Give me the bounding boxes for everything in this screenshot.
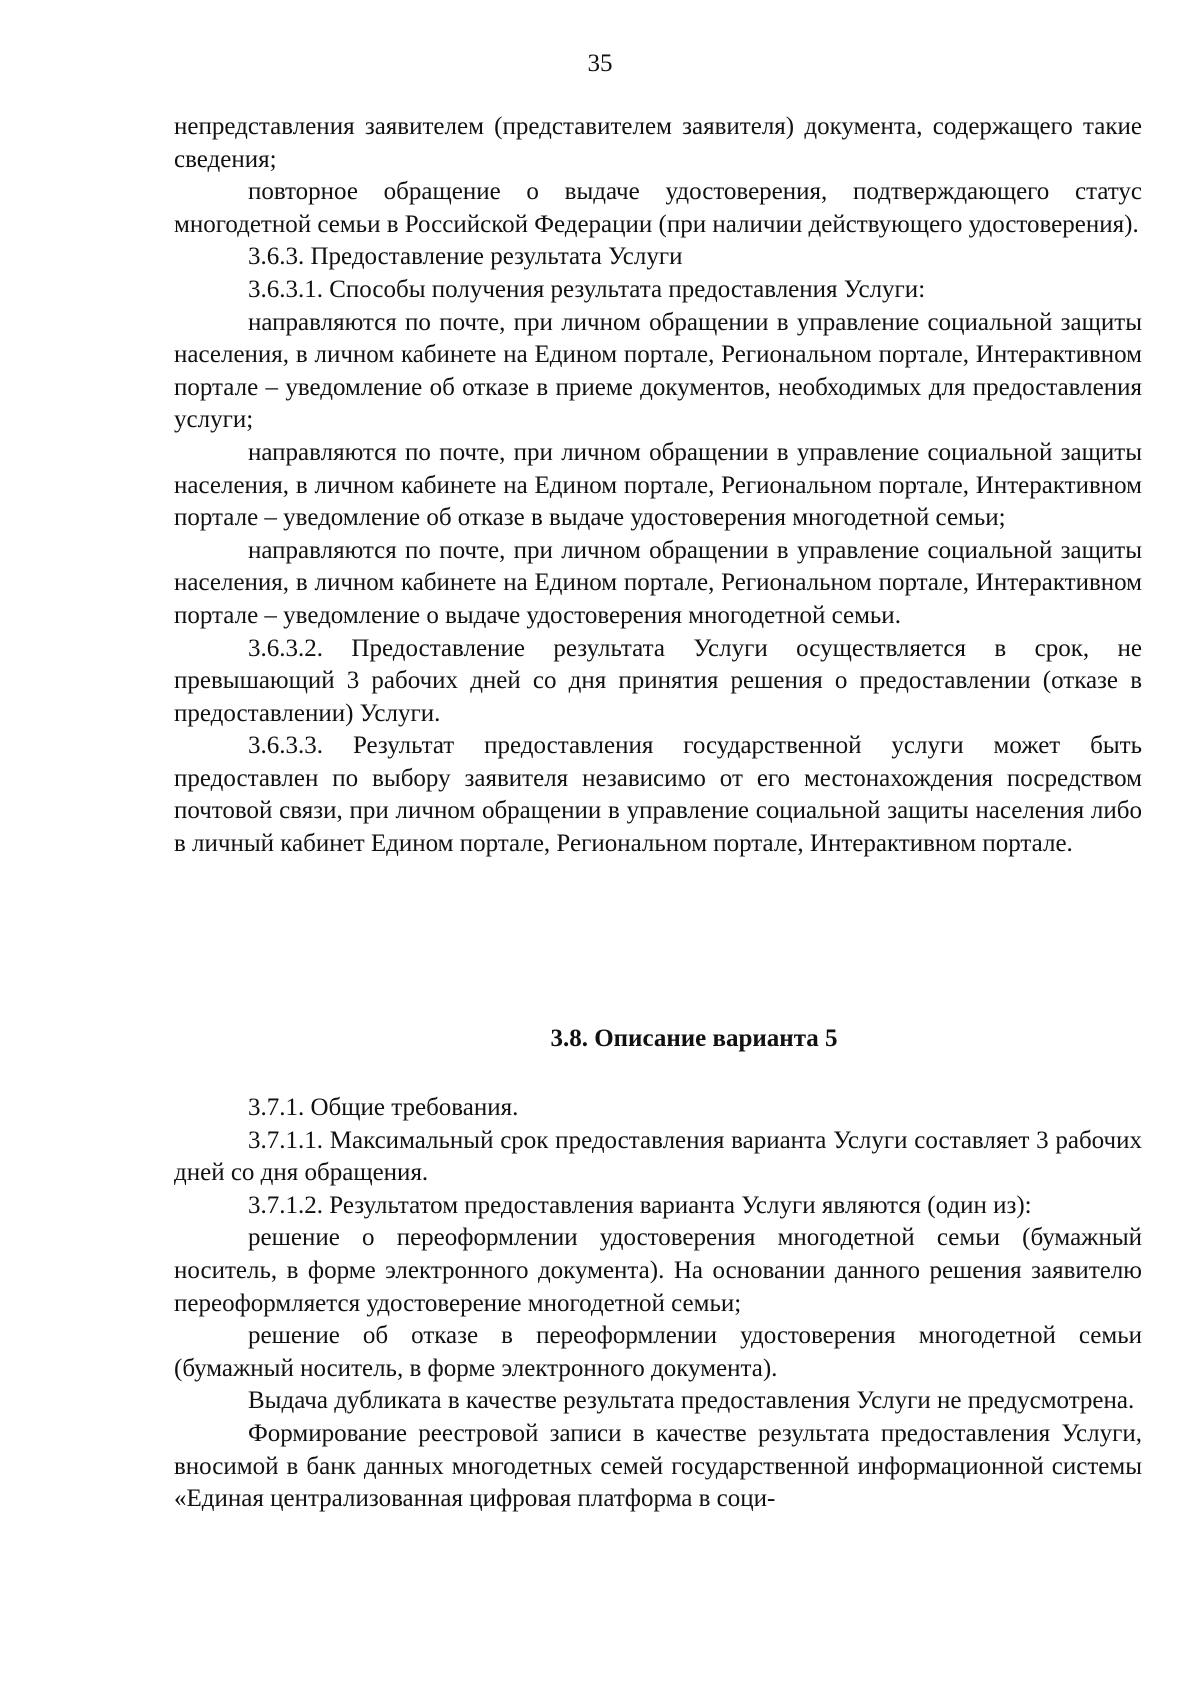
- paragraph-reissue-refusal: решение об отказе в переоформлении удостоверения многодетной семьи (бумажный носитель, в форме электронного документа).: [174, 1322, 1142, 1382]
- paragraph-registry-record: Формирование реестровой записи в качестве результата предоставления Услуги, вносимой в банк данных многодетных семей государственной информационной системы «Единая централизованная цифровая платформа в соци-: [174, 1419, 1142, 1513]
- paragraph-reissue-decision: решение о переоформлении удостоверения многодетной семьи (бумажный носитель, в форме электронного документа). На основании данного решения заявителю переоформляется удостоверение многодетной семьи;: [174, 1224, 1142, 1317]
- paragraph-3-6-3-1: 3.6.3.1. Способы получения результата предоставления Услуги:: [248, 275, 926, 303]
- paragraph-3-6-3-2: 3.6.3.2. Предоставление результата Услуги осуществляется в срок, не превышающий 3 рабочих дней со дня принятия решения о предоставлении (отказе в предоставлении) Услуги.: [174, 634, 1142, 727]
- paragraph-refusal-documents: направляются по почте, при личном обращении в управление социальной защиты населения, в личном кабинете на Едином портале, Региональном портале, Интерактивном портале – уведомление об отказе в приеме документов, необходимых для предоставления услуги;: [174, 308, 1142, 434]
- paragraph-3-7-1: 3.7.1. Общие требования.: [248, 1094, 519, 1121]
- paragraph-duplicate: Выдача дубликата в качестве результата предоставления Услуги не предусмотрена.: [248, 1387, 1135, 1415]
- paragraph-repeat-request: повторное обращение о выдаче удостоверения, подтверждающего статус многодетной семьи в Российской Федерации (при наличии действующего удостоверения).: [174, 178, 1142, 238]
- paragraph-3-6-3-3: 3.6.3.3. Результат предоставления государственной услуги может быть предоставлен по выбору заявителя независимо от его местонахождения посредством почтовой связи, при личном обращении в управление социальной защиты населения либо в личный кабинет Едином портале, Региональном портале, Интерактивном портале.: [174, 732, 1142, 858]
- paragraph-refusal-certificate: направляются по почте, при личном обращении в управление социальной защиты населения, в личном кабинете на Едином портале, Региональном портале, Интерактивном портале – уведомление об отказе в выдаче удостоверения многодетной семьи;: [174, 438, 1142, 532]
- page-number: 35: [587, 50, 613, 77]
- section-heading: 3.8. Описание варианта 5: [550, 1025, 838, 1052]
- text-block-bottom: [174, 1092, 1142, 1516]
- paragraph-3-7-1-2: 3.7.1.2. Результатом предоставления варианта Услуги являются (один из):: [248, 1191, 1032, 1219]
- text-block-top: [174, 111, 1142, 861]
- paragraph-continuation: непредставления заявителем (представителем заявителя) документа, содержащего такие сведения;: [174, 113, 1142, 173]
- paragraph-issue-certificate: направляются по почте, при личном обращении в управление социальной защиты населения, в личном кабинете на Едином портале, Региональном портале, Интерактивном портале – уведомление о выдаче удостоверения многодетной семьи.: [174, 536, 1142, 629]
- paragraph-3-7-1-1: 3.7.1.1. Максимальный срок предоставления варианта Услуги составляет 3 рабочих дней со дня обращения.: [174, 1126, 1142, 1187]
- paragraph-3-6-3: 3.6.3. Предоставление результата Услуги: [248, 243, 683, 271]
